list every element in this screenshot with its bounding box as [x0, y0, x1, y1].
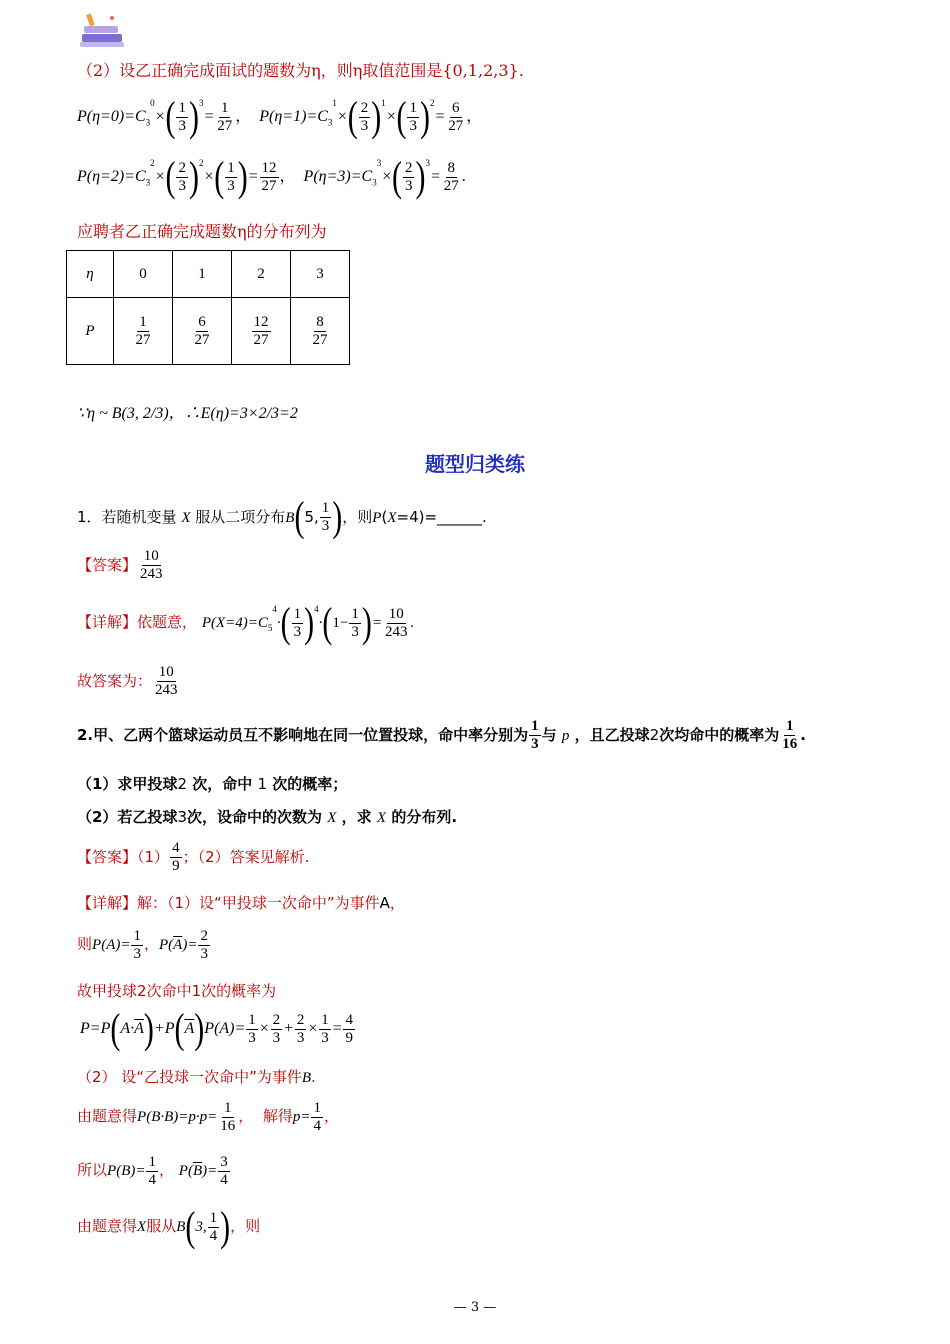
- question-2-solve: 由题意得P(B·B)=p·p= $\frac{1}{16}$ ， 解得p= $\frac{1}{4}$ ，: [77, 1100, 339, 1134]
- eq-p0-label: P(η=0)=C: [77, 108, 146, 126]
- table-p-label: P: [67, 298, 114, 365]
- table-cell: $\frac{6}{27}$: [173, 298, 232, 365]
- table-row: [67, 251, 350, 298]
- page-number: — 3 —: [453, 1300, 497, 1315]
- question-2-stem: 2.甲、乙两个篮球运动员互不影响地在同一位置投球，命中率分别为 $\frac{1}{3}$ 与 p ，且乙投球2次均命中的概率为 $\frac{1}{16}$ .: [77, 718, 806, 752]
- question-2-binomial: 由题意得X服从B(3, $\frac{1}{4}$ )，则: [77, 1203, 261, 1250]
- question-2-part2: （2） 设“乙投球一次命中”为事件B.: [77, 1068, 316, 1086]
- distribution-table: [66, 250, 350, 365]
- question-2-prob-a: 则P(A)= $\frac{1}{3}$ ，$P(\overline{A})=$ $\frac{2}{3}$: [77, 928, 208, 962]
- table-row: [67, 298, 350, 365]
- question-1-detail: 【详解】依题意， $P(X=4)=C_5^4\cdot$( $\frac{1}{3}$ )$^4$·(1− $\frac{1}{3}$ )= $\frac{10}{243}$ .: [77, 599, 415, 646]
- eq-p3-label: P(η=3)=C: [303, 168, 373, 186]
- question-1-stem: 1．若随机变量 X 服从二项分布B(5, $\frac{1}{3}$ )，则P(X=4)=______.: [77, 493, 487, 540]
- table-cell: $\frac{12}{27}$: [232, 298, 291, 365]
- question-2-prob-text: 故甲投球2次命中1次的概率为: [77, 982, 277, 1000]
- question-1-conclusion: 故答案为： $\frac{10}{243}$: [77, 664, 178, 698]
- prob-eq-row-2: $P(\eta=2)=C_3^2\times$( $\frac{2}{3}$ )$^2$×( $\frac{1}{3}$ )= $\frac{12}{27}$ ， $P(\eta=3)=C_3^3\times$( $\frac{2}{3}$ )$^3$= $\frac{8}{27}$ .: [77, 153, 466, 200]
- table-header-cell: 2: [232, 251, 291, 298]
- table-header-cell: η: [67, 251, 114, 298]
- eq-p2-label: P(η=2)=C: [77, 168, 146, 186]
- table-cell: $\frac{8}{27}$: [291, 298, 350, 365]
- eq-p1-label: P(η=1)=C: [259, 108, 328, 126]
- question-2-answer: 【答案】（1） $\frac{4}{9}$ ；（2）答案见解析.: [77, 840, 310, 874]
- table-cell: $\frac{1}{27}$: [114, 298, 173, 365]
- part2-intro: [77, 58, 524, 81]
- table-header-cell: 0: [114, 251, 173, 298]
- question-2-so: 所以P(B)= $\frac{1}{4}$ ， $P(\overline{B})=$ $\frac{3}{4}$: [77, 1154, 228, 1188]
- question-2-detail: 【详解】解：（1）设“甲投球一次命中”为事件A，: [77, 894, 405, 912]
- question-2-sub2: （2）若乙投球3次，设命中的次数为 X ，求 X 的分布列.: [77, 808, 458, 826]
- question-1-answer: 【答案】 $\frac{10}{243}$: [77, 548, 163, 582]
- table-header-cell: 3: [291, 251, 350, 298]
- expectation-line: ∵η ~ B(3, 2/3)，∴E(η)=3×2/3=2: [77, 405, 298, 422]
- section-title: 题型归类练: [425, 452, 525, 476]
- books-icon: [80, 10, 126, 48]
- answer-blank: ______.: [437, 508, 487, 526]
- part2-intro-text: （2）设乙正确完成面试的题数为η，则η取值范围是{0,1,2,3}.: [77, 61, 524, 80]
- question-2-prob-eq: $P=P(A\cdot\overline{A})+P(\overline{A})P(A)=$ $\frac{1}{3}$ × $\frac{2}{3}$ + $\frac{2}{3}$ × $\frac{1}{3}$ = $\frac{4}{9}$: [80, 1005, 353, 1052]
- table-header-cell: 1: [173, 251, 232, 298]
- prob-eq-row-1: $P(\eta=0)=C_3^0\times$( $\frac{1}{3}$ )$^3$= $\frac{1}{27}$ ， $P(\eta=1)=C_3^1\times$( $\frac{2}{3}$ )$^1$×( $\frac{1}{3}$ )$^2$= $\frac{6}{27}$ ，: [77, 93, 483, 140]
- dist-caption: 应聘者乙正确完成题数η的分布列为: [77, 222, 327, 241]
- question-2-sub1: （1）求甲投球2 次，命中 1 次的概率；: [77, 775, 348, 793]
